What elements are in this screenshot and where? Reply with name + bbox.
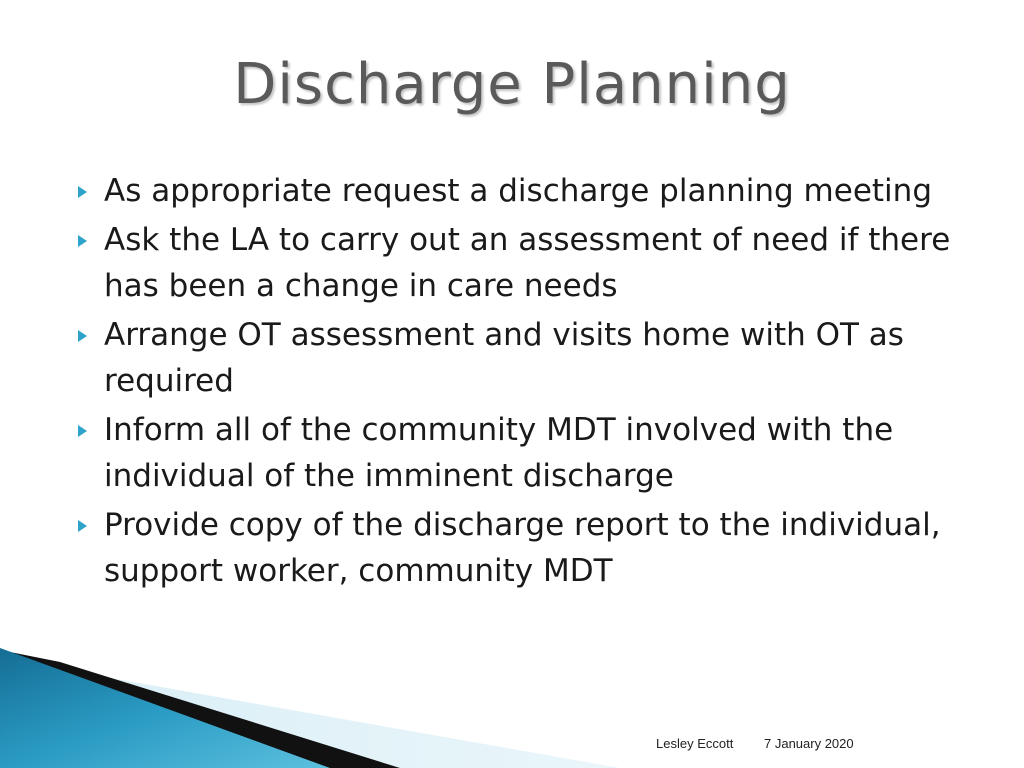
footer-author: Lesley Eccott [656,736,734,751]
bullet-item [72,407,972,499]
bullet-item [72,312,972,404]
triangle-bullet-icon [78,520,87,532]
bullet-text: Provide copy of the discharge report to the individual, support worker, community MDT [104,507,941,589]
triangle-bullet-icon [78,425,87,437]
bullet-text: As appropriate request a discharge planning meeting [104,173,932,209]
bullet-item [72,168,972,214]
bullet-item [72,217,972,309]
bullet-list [72,168,972,597]
bullet-text: Ask the LA to carry out an assessment of need if there has been a change in care needs [104,222,951,304]
bullet-item [72,502,972,594]
slide-title: Discharge Planning [233,52,791,117]
bullet-text: Inform all of the community MDT involved with the individual of the imminent discharge [104,412,894,494]
triangle-bullet-icon [78,186,87,198]
footer-date: 7 January 2020 [764,736,854,751]
triangle-bullet-icon [78,330,87,342]
swoosh-blue-wedge [0,648,330,768]
bullet-text: Arrange OT assessment and visits home with OT as required [104,317,904,399]
triangle-bullet-icon [78,235,87,247]
